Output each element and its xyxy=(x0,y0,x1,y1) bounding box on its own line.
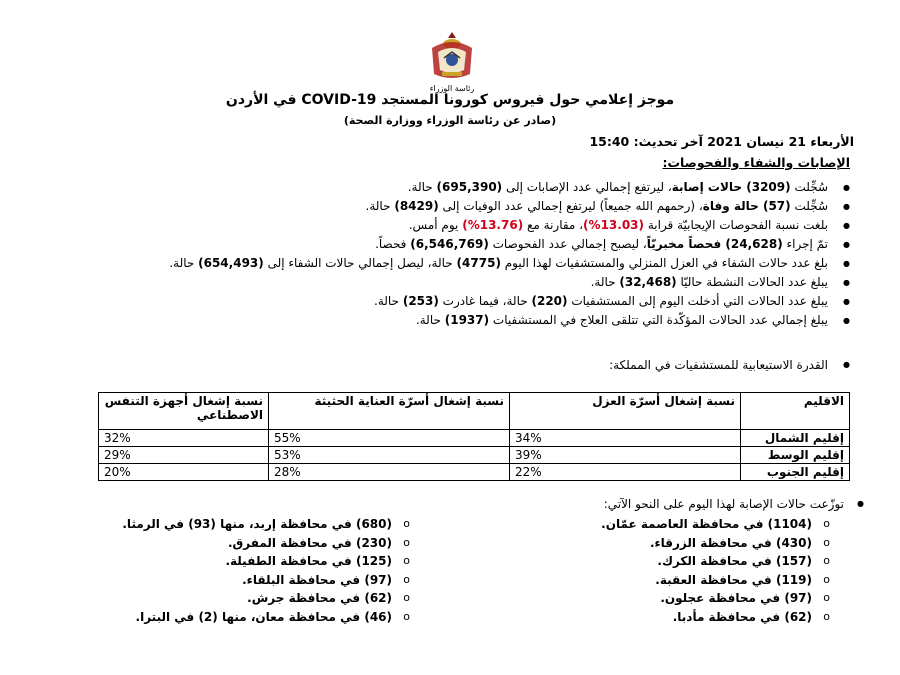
jordan-coat-of-arms-icon xyxy=(424,28,480,84)
page-subtitle: (صادر عن رئاسة الوزراء ووزارة الصحة) xyxy=(343,114,557,127)
list-item: o (125) في محافظة الطفيلة. xyxy=(122,552,392,571)
list-item: ● يبلغ إجمالي عدد الحالات المؤكّدة التي تتلقى العلاج في المستشفيات (1937) حالة. xyxy=(40,311,828,330)
list-item: o (680) في محافظة إربد، منها (93) في الرمثا. xyxy=(122,515,392,534)
value-cell: 55% xyxy=(269,430,510,447)
list-item: o (430) في محافظة الزرقاء. xyxy=(601,534,812,553)
list-item: ● بلغت نسبة الفحوصات الإيجابيّة قرابة (13.03%)، مقارنة مع (13.76%) يوم أمس. xyxy=(40,216,828,235)
section-heading: الإصابات والشفاء والفحوصات: xyxy=(662,155,850,170)
page-title: موجز إعلامي حول فيروس كورونا المستجد COVID-19 في الأردن xyxy=(225,92,675,108)
value-cell: 29% xyxy=(99,447,269,464)
list-item: ● يبلغ عدد الحالات النشطة حاليّا (32,468) حالة. xyxy=(40,273,828,292)
distribution-intro: ● توزّعت حالات الإصابة لهذا اليوم على النحو الآتي: xyxy=(604,497,844,511)
table-row xyxy=(99,430,850,447)
table-header-row xyxy=(99,393,850,430)
list-item: o (119) في محافظة العقبة. xyxy=(601,571,812,590)
capacity-intro: ● القدرة الاستيعابية للمستشفيات في المملكة: xyxy=(609,358,828,372)
value-cell: 34% xyxy=(510,430,741,447)
region-cell: إقليم الجنوب xyxy=(741,464,850,481)
value-cell: 32% xyxy=(99,430,269,447)
value-cell: 20% xyxy=(99,464,269,481)
list-item: ● يبلغ عدد الحالات التي أدخلت اليوم إلى المستشفيات (220) حالة، فيما غادرت (253) حالة. xyxy=(40,292,828,311)
list-item: o (62) في محافظة مأدبا. xyxy=(601,608,812,627)
column-header: نسبة إشغال أسرّة العناية الحثيثة xyxy=(269,393,510,430)
column-header: نسبة إشغال أجهزة التنفس الاصطناعي xyxy=(99,393,269,430)
stats-list xyxy=(40,178,828,330)
list-item: o (46) في محافظة معان، منها (2) في البترا. xyxy=(122,608,392,627)
table-row xyxy=(99,464,850,481)
region-cell: إقليم الشمال xyxy=(741,430,850,447)
list-item: ● سُجِّلت (3209) حالات إصابة، ليرتفع إجمالي عدد الإصابات إلى (695,390) حالة. xyxy=(40,178,828,197)
list-item: ● سُجِّلت (57) حالة وفاة، (رحمهم الله جميعاً) ليرتفع إجمالي عدد الوفيات إلى (8429) حالة. xyxy=(40,197,828,216)
update-dateline: الأربعاء 21 نيسان 2021 آخر تحديث: 15:40 xyxy=(589,134,854,149)
list-item: o (157) في محافظة الكرك. xyxy=(601,552,812,571)
list-item: o (97) في محافظة البلقاء. xyxy=(122,571,392,590)
list-item: ● تمّ إجراء (24,628) فحصاً مخبريّاً، ليصبح إجمالي عدد الفحوصات (6,546,769) فحصاً. xyxy=(40,235,828,254)
value-cell: 28% xyxy=(269,464,510,481)
emblem-caption: رئاسة الوزراء xyxy=(429,84,475,93)
column-header: الاقليم xyxy=(741,393,850,430)
value-cell: 39% xyxy=(510,447,741,464)
governorate-list-left xyxy=(122,515,392,626)
list-item: ● بلغ عدد حالات الشفاء في العزل المنزلي والمستشفيات لهذا اليوم (4775) حالة، ليصل إجمالي حالات الشفاء إلى (654,493) حالة. xyxy=(40,254,828,273)
column-header: نسبة إشغال أسرّة العزل xyxy=(510,393,741,430)
region-cell: إقليم الوسط xyxy=(741,447,850,464)
list-item: o (62) في محافظة جرش. xyxy=(122,589,392,608)
value-cell: 22% xyxy=(510,464,741,481)
table-row xyxy=(99,447,850,464)
capacity-table xyxy=(98,392,850,481)
list-item: o (230) في محافظة المفرق. xyxy=(122,534,392,553)
value-cell: 53% xyxy=(269,447,510,464)
list-item: o (97) في محافظة عجلون. xyxy=(601,589,812,608)
list-item: o (1104) في محافظة العاصمة عمّان. xyxy=(601,515,812,534)
governorate-list-right xyxy=(601,515,812,626)
